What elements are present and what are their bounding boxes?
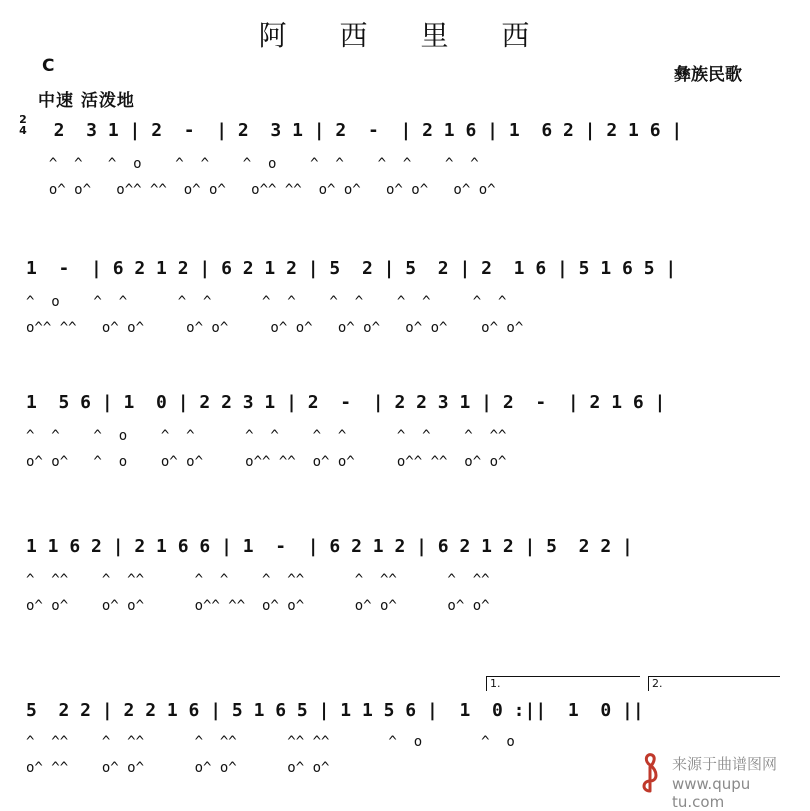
tempo-marking: 中速 活泼地 (38, 91, 135, 111)
percussion-row: o^^ ^^ o^ o^ o^ o^ o^ o^ o^ o^ o^ o^ o^ o^ (26, 320, 524, 336)
time-signature (18, 114, 28, 136)
accent-row: ^ ^^ ^ ^^ ^ ^^ ^^ ^^ ^ o ^ o (26, 734, 515, 750)
first-ending-label: 1. (490, 677, 501, 690)
key-signature: C (42, 56, 55, 76)
watermark-line2: www.qupu tu.com (672, 775, 751, 811)
time-signature-top: 2 (19, 113, 27, 126)
score-system-3 (18, 392, 788, 472)
notes-row: 5 2 2 | 2 2 1 6 | 5 1 6 5 | 1 1 5 6 | 1 0 :|| 1 0 || (26, 700, 644, 721)
notes-row: 1 1 6 2 | 2 1 6 6 | 1 - | 6 2 1 2 | 6 2 1 2 | 5 2 2 | (26, 536, 633, 557)
watermark-line1: 来源于曲谱图网 (672, 755, 778, 773)
percussion-row: o^ o^ o^ o^ o^^ ^^ o^ o^ o^ o^ o^ o^ (26, 598, 490, 614)
percussion-row: o^ o^ ^ o o^ o^ o^^ ^^ o^ o^ o^^ ^^ o^ o^ (26, 454, 507, 470)
score-system-4 (18, 536, 788, 616)
percussion-row: o^ ^^ o^ o^ o^ o^ o^ o^ (26, 760, 330, 776)
notes-row: 1 - | 6 2 1 2 | 6 2 1 2 | 5 2 | 5 2 | 2 1 6 | 5 1 6 5 | (26, 258, 677, 279)
accent-row: ^ ^ ^ o ^ ^ ^ o ^ ^ ^ ^ ^ ^ (32, 156, 479, 172)
accent-row: ^ ^^ ^ ^^ ^ ^ ^ ^^ ^ ^^ ^ ^^ (26, 572, 490, 588)
score-system-1 (18, 113, 788, 200)
accent-row: ^ o ^ ^ ^ ^ ^ ^ ^ ^ ^ ^ ^ ^ (26, 294, 507, 310)
notes-row: 1 5 6 | 1 0 | 2 2 3 1 | 2 - | 2 2 3 1 | 2 - | 2 1 6 | (26, 392, 666, 413)
score-system-2 (18, 258, 788, 338)
page-title: 阿 西 里 西 (258, 19, 552, 52)
treble-clef-logo-icon (632, 751, 668, 795)
watermark (632, 751, 802, 811)
song-source: 彝族民歌 (674, 65, 742, 85)
second-ending-label: 2. (652, 677, 663, 690)
notes-row: 2 3 1 | 2 - | 2 3 1 | 2 - | 2 1 6 | 1 6 2 | 2 1 6 | (32, 120, 683, 141)
time-signature-bottom: 4 (19, 124, 27, 137)
first-ending-bracket (486, 676, 640, 691)
accent-row: ^ ^ ^ o ^ ^ ^ ^ ^ ^ ^ ^ ^ ^^ (26, 428, 507, 444)
percussion-row: o^ o^ o^^ ^^ o^ o^ o^^ ^^ o^ o^ o^ o^ o^ o^ (32, 182, 496, 198)
second-ending-bracket (648, 676, 780, 691)
